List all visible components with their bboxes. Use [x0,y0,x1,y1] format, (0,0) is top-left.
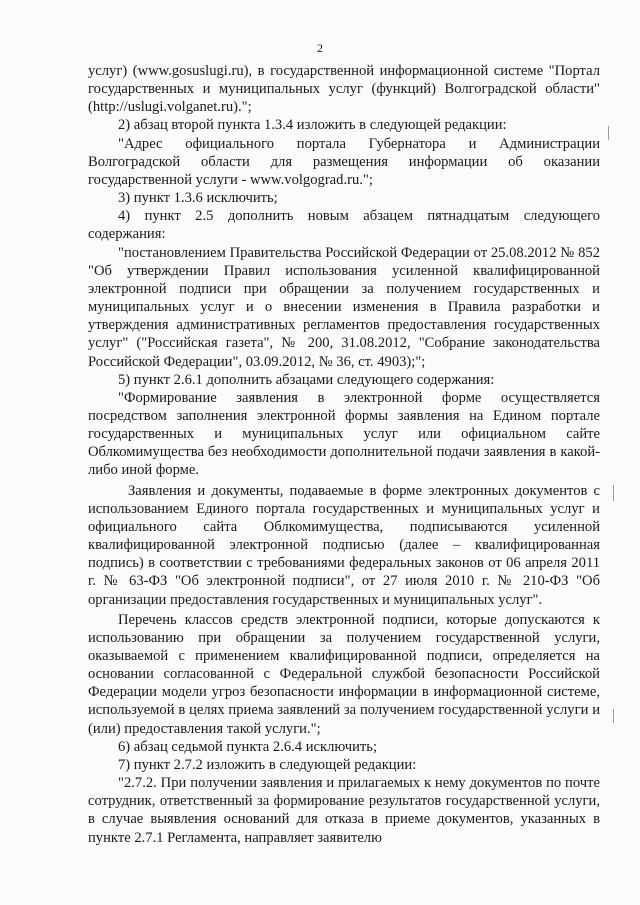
paragraph-signature-classes: Перечень классов средств электронной подписи, которые допускаются к использованию при обращении за получением государственной услуги, оказываемой с применением квалифицированной подписи, определяется на основании согласованной с Федеральной службой безопасности Российской Федерации модели угроз безопасности информации в информационной системе, используемой в целях приема заявлений за получением государственной услуги и (или) предоставления такой услуги."; [88,611,600,737]
paragraph-item-6: 6) абзац седьмой пункта 2.6.4 исключить; [118,738,377,755]
scan-artifact-mark [608,126,609,140]
paragraph-item-2: 2) абзац второй пункта 1.3.4 изложить в следующей редакции: [118,117,507,134]
paragraph-government-decree: "постановлением Правительства Российской Федерации от 25.08.2012 № 852 "Об утверждении Правил использования усиленной квалифицированной электронной подписи при обращении за получением государственных и муниципальных услуг и о внесении изменения в Правила разработки и утверждения административных регламентов предоставления государственных услуг" ("Российская газета", № 200, 31.08.2012, "Собрание законодательства Российской Федерации", 03.09.2012, № 36, ст. 4903);"; [88,244,600,370]
paragraph-item-4: 4) пункт 2.5 дополнить новым абзацем пятнадцатым следующего содержания: [88,208,600,243]
scan-artifact-mark [613,709,614,723]
page-number: 2 [317,41,323,55]
document-body [88,62,600,847]
paragraph-portal-continuation: услуг) (www.gosuslugi.ru), в государственной информационной системе "Портал государственных и муниципальных услуг (функций) Волгоградской области" (http://uslugi.volganet.ru)."; [88,63,600,116]
scan-artifact-mark [613,485,614,501]
paragraph-portal-address: "Адрес официального портала Губернатора и Администрации Волгоградской области для размещения информации об оказании государственной услуги - www.volgograd.ru."; [88,135,600,188]
paragraph-item-5: 5) пункт 2.6.1 дополнить абзацами следующего содержания: [118,371,495,388]
paragraph-item-7: 7) пункт 2.7.2 изложить в следующей редакции: [118,756,417,773]
paragraph-electronic-documents: Заявления и документы, подаваемые в форме электронных документов с использованием Единого портала государственных и муниципальных услуг и официального сайта Облкомимущества, подписываются усиленной квалифицированной электронной подписью (далее – квалифицированная подпись) в соответствии с требованиями федеральных законов от 06 апреля 2011 г. № 63-ФЗ "Об электронной подписи", от 27 июля 2010 г. № 210-ФЗ "Об организации предоставления государственных и муниципальных услуг". [88,482,600,608]
paragraph-clause-2-7-2: "2.7.2. При получении заявления и прилагаемых к нему документов по почте сотрудник, ответственный за формирование результатов государственной услуги, в случае выявления оснований для отказа в приеме документов, указанных в пункте 2.7.1 Регламента, направляет заявителю [88,775,600,846]
paragraph-item-3: 3) пункт 1.3.6 исключить; [118,190,278,207]
paragraph-electronic-form: "Формирование заявления в электронной форме осуществляется посредством заполнения электронной формы заявления на Едином портале государственных и муниципальных услуг или официальном сайте Облкомимущества без необходимости дополнительной подачи заявления в какой-либо иной форме. [88,389,600,479]
